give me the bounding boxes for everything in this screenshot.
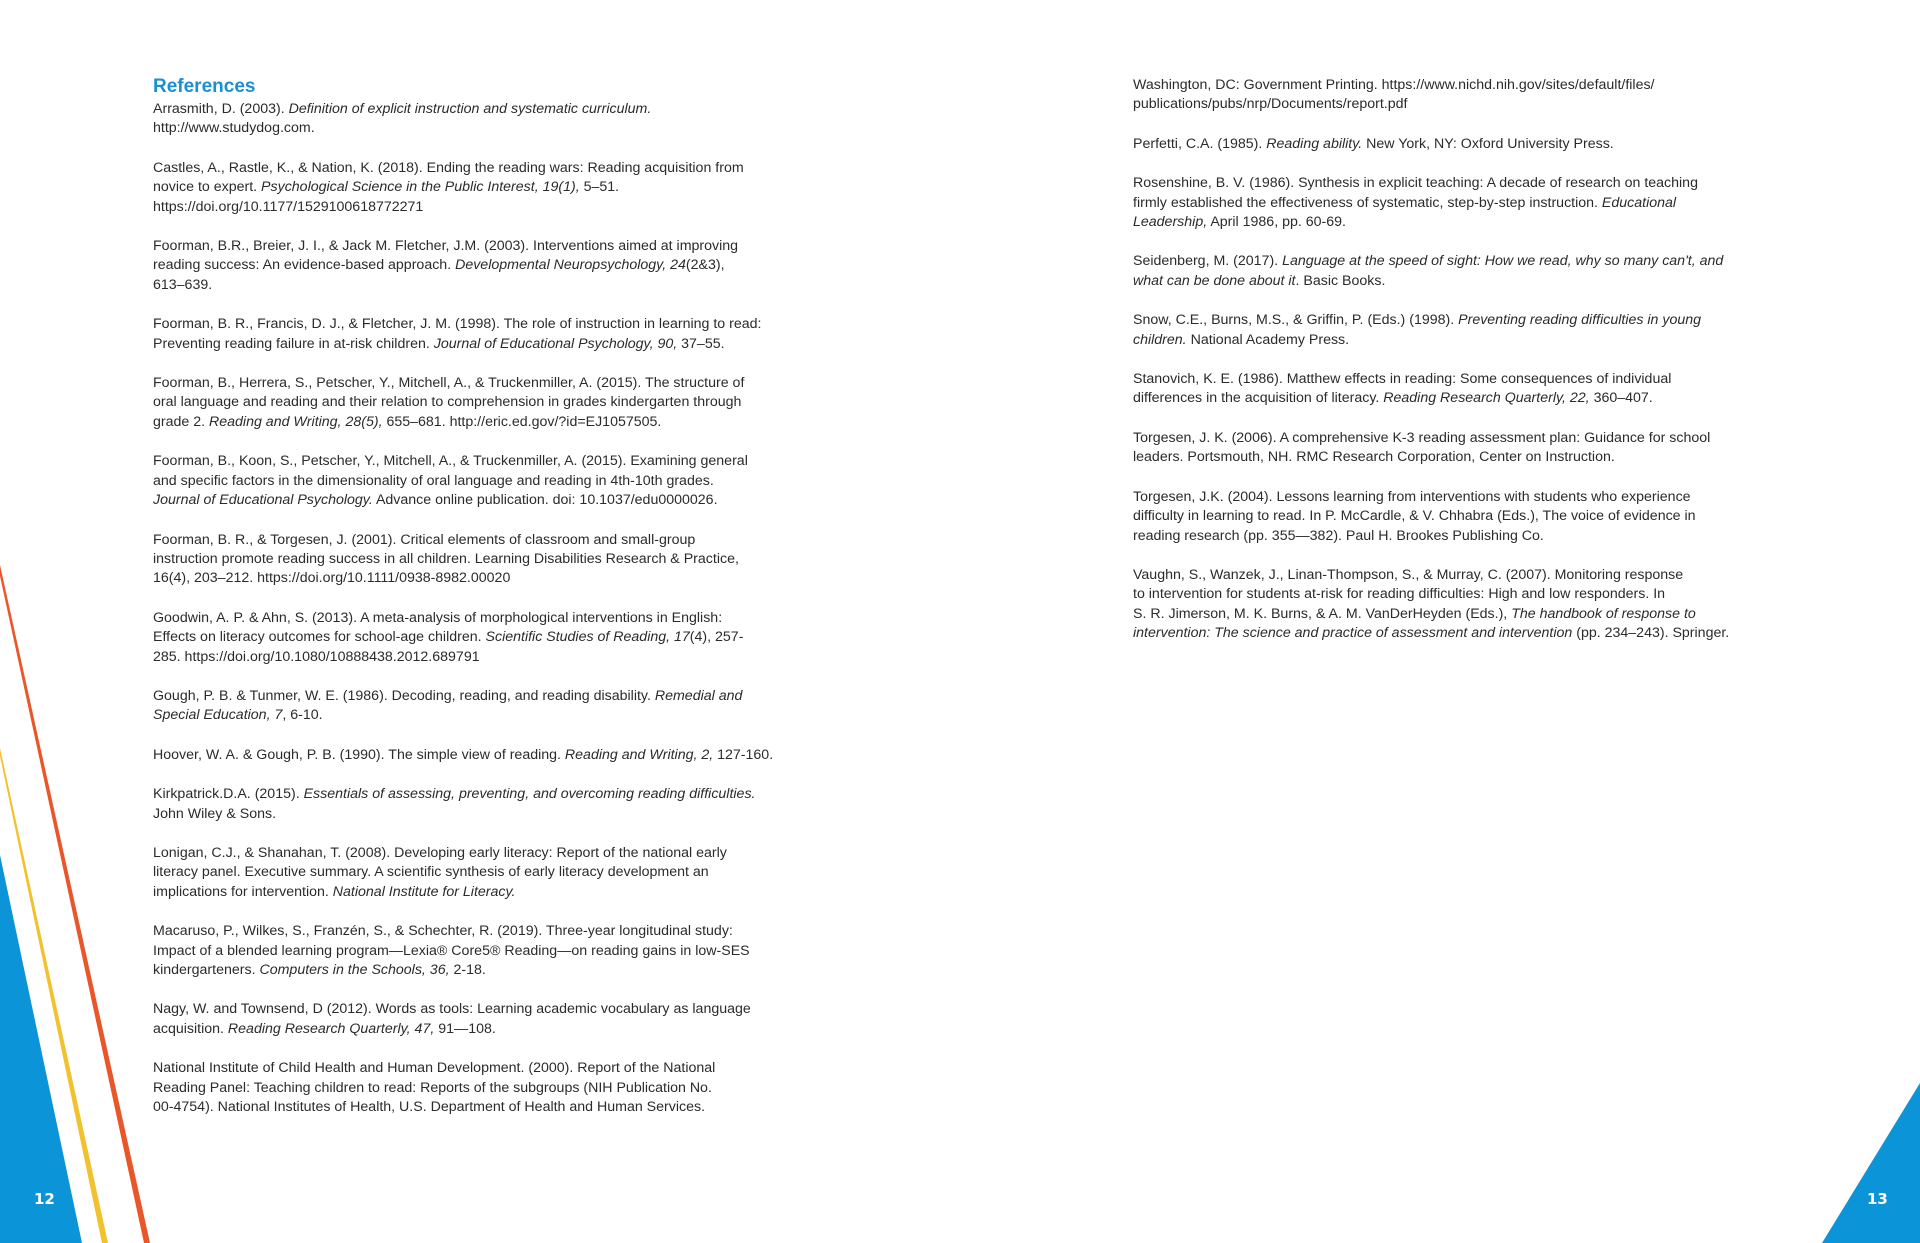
reference-italic-text: Psychological Science in the Public Interest, 19(1), [261, 179, 580, 196]
reference-text: Foorman, B. R., & Torgesen, J. (2001). Critical elements of classroom and small-group [153, 531, 696, 548]
reference-entry [153, 531, 793, 589]
reference-italic-text: Reading and Writing, 2, [564, 746, 714, 763]
reference-italic-text: Language at the speed of sight: How we read, why so many can't, and [1282, 253, 1724, 270]
reference-text: (pp. 234–243). Springer. [1572, 625, 1730, 642]
reference-text: 613–639. [153, 276, 213, 293]
reference-text: S. R. Jimerson, M. K. Burns, & A. M. VanDerHeyden (Eds.), [1133, 605, 1512, 622]
reference-text: 00-4754). National Institutes of Health, U.S. Department of Health and Human Services. [153, 1099, 706, 1116]
reference-entry [1133, 488, 1773, 546]
reference-text: kindergarteners. [153, 962, 260, 978]
reference-text: leaders. Portsmouth, NH. RMC Research Corporation, Center on Instruction. [1133, 449, 1615, 466]
reference-text: differences in the acquisition of literacy. [1133, 390, 1384, 407]
reference-italic-text: Preventing reading difficulties in young [1458, 312, 1702, 329]
reference-text: Snow, C.E., Burns, M.S., & Griffin, P. (Eds.) (1998). [1133, 312, 1459, 329]
reference-text: literacy panel. Executive summary. A scientific synthesis of early literacy development an [153, 864, 709, 881]
reference-text: Foorman, B.R., Breier, J. I., & Jack M. Fletcher, J.M. (2003). Interventions aimed at improving [153, 238, 739, 255]
reference-text: Preventing reading failure in at-risk children. [153, 335, 434, 352]
reference-text: oral language and reading and their relation to comprehension in grades kindergarten through [153, 394, 742, 411]
reference-entry [153, 687, 793, 726]
reference-text: New York, NY: Oxford University Press. [1362, 135, 1614, 152]
reference-text: Foorman, B., Herrera, S., Petscher, Y., Mitchell, A., & Truckenmiller, A. (2015). The structure of [153, 375, 745, 392]
reference-italic-text: The handbook of response to [1511, 605, 1696, 622]
reference-text: Torgesen, J. K. (2006). A comprehensive K-3 reading assessment plan: Guidance for school [1133, 429, 1711, 446]
reference-entry [153, 315, 793, 354]
reference-text: to intervention for students at-risk for reading difficulties: High and low responders. In [1133, 586, 1666, 603]
reference-entry [153, 1000, 793, 1039]
reference-text: Foorman, B. R., Francis, D. J., & Fletcher, J. M. (1998). The role of instruction in learning to read: [153, 316, 762, 333]
reference-italic-text: Leadership, [1133, 214, 1208, 231]
reference-text: http://www.studydog.com. [153, 120, 315, 137]
reference-entry [153, 844, 793, 902]
reference-text: Hoover, W. A. & Gough, P. B. (1990). The simple view of reading. [153, 746, 565, 763]
reference-entry [153, 237, 793, 295]
reference-text: grade 2. [153, 413, 210, 430]
reference-text: difficulty in learning to read. In P. McCardle, & V. Chhabra (Eds.), The voice of evidence in [1133, 508, 1696, 525]
reference-italic-text: Computers in the Schools, 36, [259, 962, 450, 978]
reference-text: Foorman, B., Koon, S., Petscher, Y., Mitchell, A., & Truckenmiller, A. (2015). Examining general [153, 453, 748, 470]
reference-text: 37–55. [677, 335, 725, 352]
reference-text: firmly established the effectiveness of systematic, step-by-step instruction. [1133, 194, 1602, 211]
reference-entry [1133, 174, 1773, 232]
reference-italic-text: Journal of Educational Psychology, 90, [433, 335, 678, 352]
left-reference-list [153, 100, 793, 1117]
reference-text: National Academy Press. [1186, 331, 1350, 348]
reference-text: (4), 257- [689, 629, 744, 646]
reference-text: April 1986, pp. 60-69. [1207, 214, 1346, 231]
reference-italic-text: Educational [1601, 194, 1677, 211]
right-reference-list [1133, 76, 1773, 644]
reference-italic-text: Essentials of assessing, preventing, and overcoming reading difficulties. [303, 786, 756, 803]
reference-text: 2-18. [449, 962, 486, 978]
reference-text: Reading Panel: Teaching children to read: Reports of the subgroups (NIH Publication No. [153, 1079, 712, 1096]
reference-italic-text: Developmental Neuropsychology, 24 [455, 257, 686, 274]
reference-entry [1133, 566, 1773, 644]
reference-text: publications/pubs/nrp/Documents/report.pdf [1133, 96, 1408, 113]
reference-text: novice to expert. [153, 179, 262, 196]
reference-italic-text: Scientific Studies of Reading, 17 [485, 629, 690, 646]
reference-text: 91—108. [434, 1020, 496, 1037]
reference-text: Macaruso, P., Wilkes, S., Franzén, S., & Schechter, R. (2019). Three-year longitudinal study: [153, 923, 733, 940]
reference-text: reading success: An evidence-based approach. [153, 257, 456, 274]
reference-text: Advance online publication. doi: 10.1037/edu0000026. [372, 492, 718, 509]
reference-text: Effects on literacy outcomes for school-age children. [153, 629, 486, 646]
reference-entry [1133, 135, 1773, 154]
reference-text: Washington, DC: Government Printing. https://www.nichd.nih.gov/sites/default/files/ [1133, 77, 1655, 93]
reference-entry [153, 922, 793, 980]
reference-text: National Institute of Child Health and Human Development. (2000). Report of the National [153, 1060, 716, 1077]
reference-text: Torgesen, J.K. (2004). Lessons learning from interventions with students who experience [1133, 488, 1691, 505]
reference-text: Arrasmith, D. (2003). [153, 101, 289, 117]
reference-italic-text: National Institute for Literacy. [332, 883, 516, 900]
reference-text: , 6-10. [282, 707, 323, 724]
reference-text: . Basic Books. [1295, 272, 1386, 289]
reference-text: John Wiley & Sons. [153, 805, 277, 822]
references-heading: References [153, 76, 256, 97]
reference-italic-text: Special Education, 7 [153, 707, 283, 724]
right-blue-triangle [1822, 1083, 1920, 1243]
reference-text: acquisition. [153, 1020, 228, 1037]
reference-text: Gough, P. B. & Tunmer, W. E. (1986). Decoding, reading, and reading disability. [153, 687, 655, 704]
reference-text: Goodwin, A. P. & Ahn, S. (2013). A meta-analysis of morphological interventions in English: [153, 609, 723, 626]
reference-text: Impact of a blended learning program—Lexia® Core5® Reading—on reading gains in low-SES [153, 942, 750, 959]
reference-entry [153, 785, 793, 824]
reference-text: 655–681. http://eric.ed.gov/?id=EJ1057505. [382, 413, 662, 430]
reference-text: https://doi.org/10.1177/1529100618772271 [153, 198, 424, 215]
left-page-column [153, 76, 793, 1137]
reference-text: Rosenshine, B. V. (1986). Synthesis in explicit teaching: A decade of research on teaching [1133, 175, 1698, 192]
reference-italic-text: Reading and Writing, 28(5), [209, 413, 383, 430]
reference-text: implications for intervention. [153, 883, 333, 900]
reference-italic-text: Journal of Educational Psychology. [153, 492, 373, 509]
reference-italic-text: what can be done about it [1133, 272, 1296, 289]
reference-entry [153, 609, 793, 667]
reference-italic-text: Remedial and [654, 687, 743, 704]
reference-entry [153, 452, 793, 510]
reference-text: instruction promote reading success in all children. Learning Disabilities Research & Practice, [153, 550, 739, 567]
reference-italic-text: intervention: The science and practice of assessment and intervention [1133, 625, 1573, 642]
reference-text: 360–407. [1589, 390, 1653, 407]
right-page-column [1133, 76, 1773, 664]
reference-text: (2&3), [685, 257, 725, 274]
reference-text: Perfetti, C.A. (1985). [1133, 135, 1267, 152]
reference-entry [1133, 429, 1773, 468]
reference-entry [153, 159, 793, 217]
page-number-left: 12 [34, 1190, 55, 1208]
reference-entry [1133, 252, 1773, 291]
reference-text: Lonigan, C.J., & Shanahan, T. (2008). Developing early literacy: Report of the national early [153, 844, 727, 861]
reference-text: reading research (pp. 355—382). Paul H. Brookes Publishing Co. [1133, 527, 1544, 544]
reference-entry [153, 1059, 793, 1117]
reference-text: 127-160. [713, 746, 774, 763]
reference-italic-text: Definition of explicit instruction and systematic curriculum. [288, 101, 652, 117]
reference-text: Stanovich, K. E. (1986). Matthew effects in reading: Some consequences of individual [1133, 371, 1672, 388]
reference-entry [153, 374, 793, 432]
reference-italic-text: children. [1133, 331, 1187, 348]
reference-text: Castles, A., Rastle, K., & Nation, K. (2018). Ending the reading wars: Reading acquisition from [153, 159, 744, 176]
reference-entry [1133, 370, 1773, 409]
reference-text: Kirkpatrick.D.A. (2015). [153, 786, 304, 803]
reference-text: 5–51. [579, 179, 620, 196]
reference-text: and specific factors in the dimensionality of oral language and reading in 4th-10th grades. [153, 472, 714, 489]
reference-text: 16(4), 203–212. https://doi.org/10.1111/0938-8982.00020 [153, 570, 511, 587]
left-blue-stripe [0, 855, 82, 1243]
reference-entry [153, 746, 793, 765]
page-number-right: 13 [1867, 1190, 1888, 1208]
reference-entry [1133, 311, 1773, 350]
reference-italic-text: Reading Research Quarterly, 22, [1383, 390, 1590, 407]
reference-entry [1133, 76, 1773, 115]
reference-text: 285. https://doi.org/10.1080/10888438.2012.689791 [153, 648, 480, 665]
reference-italic-text: Reading Research Quarterly, 47, [227, 1020, 435, 1037]
reference-italic-text: Reading ability. [1266, 135, 1363, 152]
reference-entry [153, 100, 793, 139]
reference-text: Nagy, W. and Townsend, D (2012). Words as tools: Learning academic vocabulary as language [153, 1001, 751, 1018]
reference-text: Seidenberg, M. (2017). [1133, 253, 1283, 270]
reference-text: Vaughn, S., Wanzek, J., Linan-Thompson, S., & Murray, C. (2007). Monitoring response [1133, 566, 1684, 583]
